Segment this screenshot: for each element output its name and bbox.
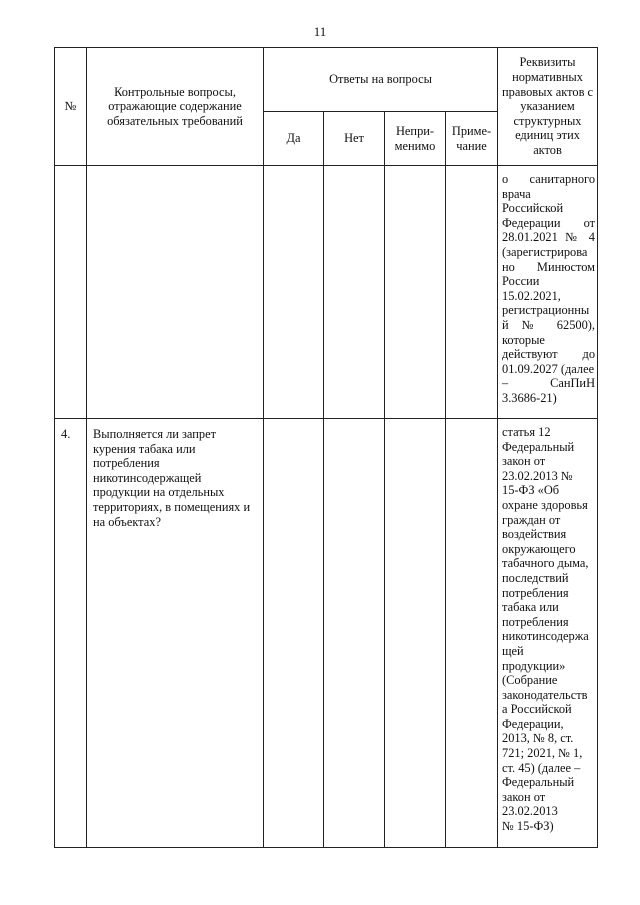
requisite-line: 15-ФЗ «Об [502, 483, 560, 498]
cell-requisites [498, 166, 598, 419]
table-row-continued [55, 166, 598, 419]
cell-not-applicable [385, 166, 446, 419]
requisite-line: 23.02.2013 [502, 804, 558, 819]
requisite-line: о санитарного [502, 172, 596, 186]
requisite-line: щей [502, 643, 524, 658]
header-questions: Контрольные вопросы, отражающие содержание обязательных требований [87, 48, 264, 166]
header-not-applicable [385, 112, 446, 166]
cell-number-empty [55, 166, 87, 419]
cell-note [446, 419, 498, 848]
requisite-line: 3.3686-21) [502, 390, 557, 405]
requisite-line: никотинсодержа [502, 629, 589, 644]
requisite-line: ст. 45) (далее – [502, 760, 581, 775]
requisite-line: 2013, № 8, ст. [502, 731, 574, 746]
table-row-4 [55, 419, 598, 848]
requisite-line: 01.09.2027 (далее [502, 361, 595, 376]
cell-question-empty [87, 166, 264, 419]
cell-question: Выполняется ли запрет курения табака или потребления никотинсодержащей продукции на отдельных территориях, в помещениях и на объектах? [87, 419, 264, 848]
header-note-line-2: чание [456, 138, 487, 153]
requisite-line: окружающего [502, 541, 576, 556]
requisite-line: России [502, 274, 540, 289]
header-note [446, 112, 498, 166]
requisite-line: врача [502, 186, 531, 201]
cell-number: 4. [55, 419, 87, 848]
requisite-line: табака или [502, 600, 559, 615]
requisite-line: Федерации от [502, 215, 596, 230]
header-row-1 [55, 48, 598, 112]
cell-not-applicable [385, 419, 446, 848]
requisite-line: закон от [502, 789, 546, 804]
requisite-line: – СанПиН [502, 376, 596, 391]
requisite-line: действуют до [502, 347, 596, 362]
page-number: 11 [313, 24, 327, 39]
header-number: № [55, 48, 87, 166]
requisite-line: последствий [502, 570, 569, 585]
header-not-applicable-line-2: менимо [394, 138, 436, 153]
requisite-line: й № 62500), [502, 317, 596, 332]
requisite-line: Федерации, [502, 716, 564, 731]
requisite-line: 23.02.2013 № [502, 468, 573, 483]
cell-yes [264, 166, 324, 419]
requisite-line: табачного дыма, [502, 556, 589, 571]
requisite-line: Федеральный [502, 775, 575, 790]
requisite-line: а Российской [502, 702, 572, 717]
requisite-line: законодательств [502, 687, 588, 702]
requisite-line: № 15-ФЗ) [502, 819, 554, 834]
requisite-line: продукции» [502, 658, 566, 673]
requisite-line: (зарегистрирова [502, 244, 588, 259]
header-yes: Да [264, 112, 324, 166]
requisite-line: которые [502, 332, 545, 347]
requisite-line: граждан от [502, 512, 561, 527]
requisite-line: воздействия [502, 527, 567, 542]
requisite-line: статья 12 [502, 425, 551, 439]
requisite-line: 15.02.2021, [502, 288, 561, 303]
requisite-line: потребления [502, 585, 569, 600]
header-note-line-1: Приме- [451, 123, 492, 138]
cell-requisites [498, 419, 598, 848]
requisite-line: Российской [502, 201, 564, 216]
requisite-line: потребления [502, 614, 569, 629]
requisite-line: 721; 2021, № 1, [502, 746, 583, 761]
header-requisites: Реквизиты нормативных правовых актов с указанием структурных единиц этих актов [498, 48, 598, 166]
header-answers: Ответы на вопросы [264, 48, 498, 112]
requisite-line: охране здоровья [502, 497, 588, 512]
checklist-table [54, 47, 598, 848]
cell-no [324, 419, 385, 848]
header-not-applicable-line-1: Непри- [395, 123, 435, 138]
requisite-line: 28.01.2021 № 4 [502, 230, 596, 245]
requisite-line: Федеральный [502, 439, 575, 454]
cell-yes [264, 419, 324, 848]
cell-no [324, 166, 385, 419]
requisite-line: но Минюстом [502, 259, 596, 274]
cell-note [446, 166, 498, 419]
requisite-line: (Собрание [502, 673, 558, 688]
requisite-line: закон от [502, 454, 546, 469]
header-no: Нет [324, 112, 385, 166]
requisite-line: регистрационны [502, 303, 590, 318]
